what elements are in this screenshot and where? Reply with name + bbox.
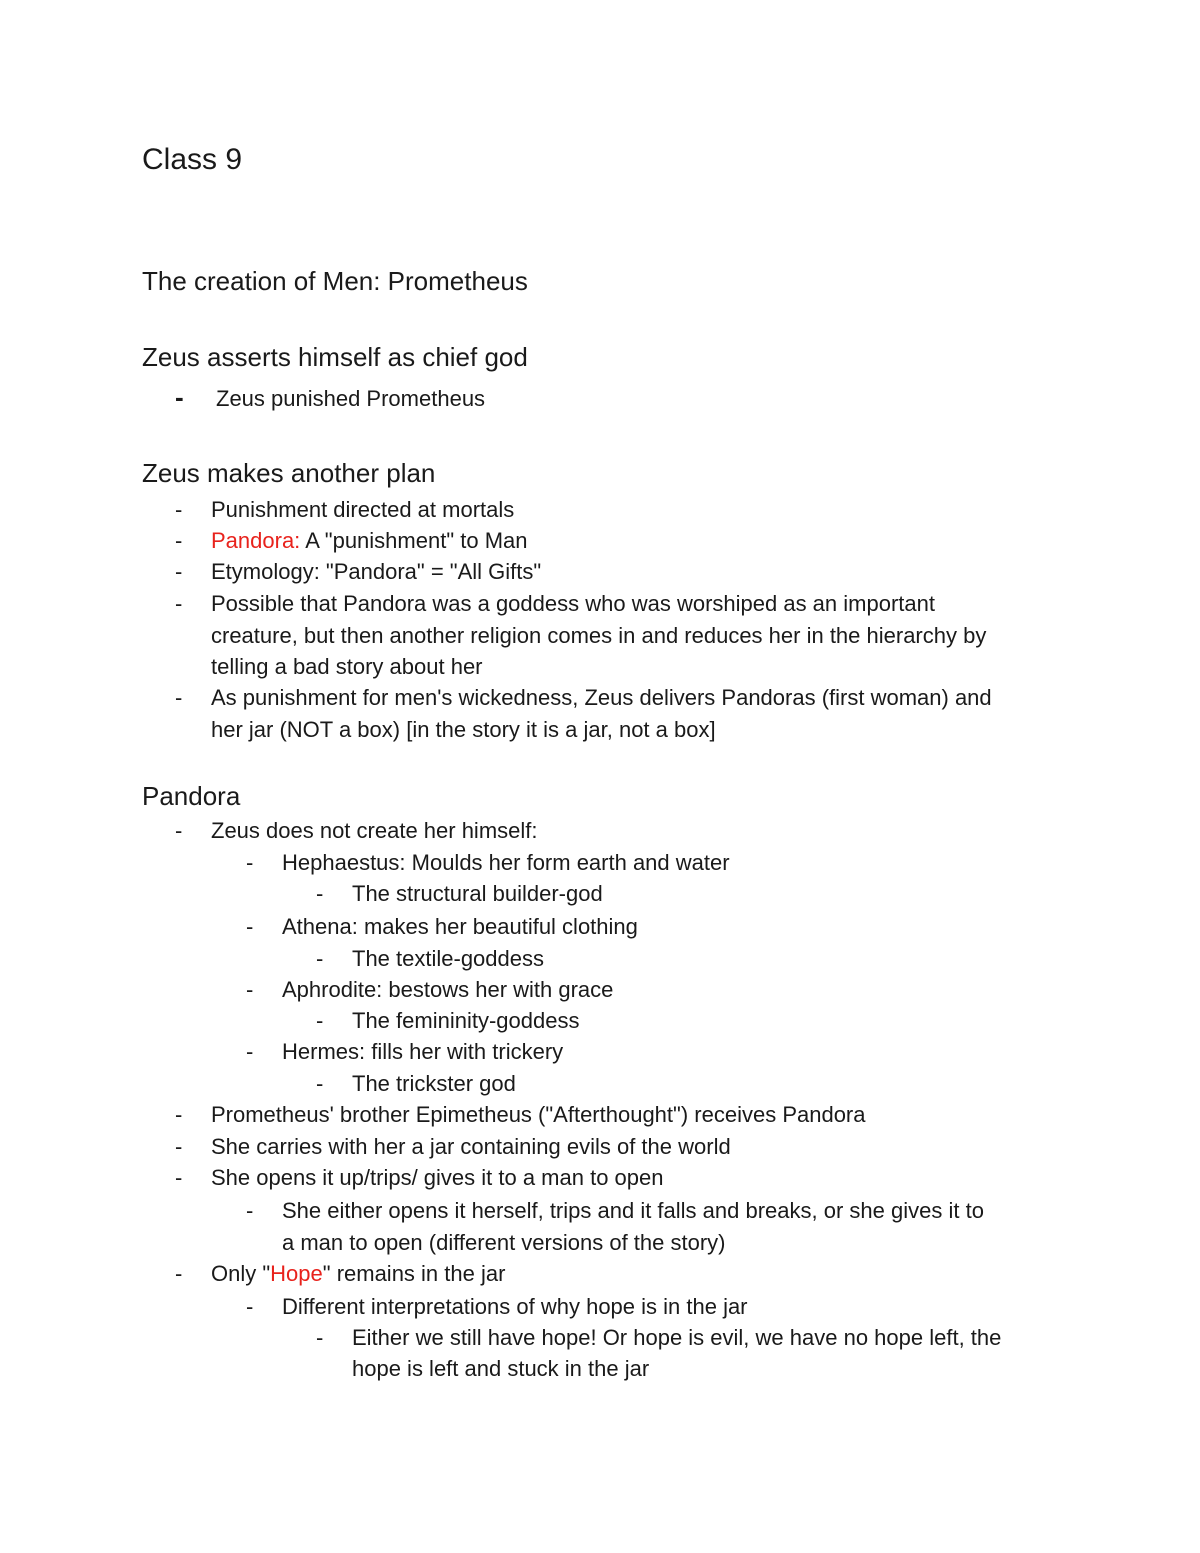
bullet-dash: -	[316, 881, 324, 906]
bullet-dash: -	[175, 1165, 183, 1190]
list-item-line: hope is left and stuck in the jar	[352, 1356, 650, 1381]
list-item-line: She either opens it herself, trips and it falls and breaks, or she gives it to	[282, 1198, 984, 1223]
highlight-pandora: Pandora:	[211, 528, 301, 553]
bullet-dash: -	[246, 977, 254, 1002]
bullet-dash: -	[246, 914, 254, 939]
section-heading-zeus-plan: Zeus makes another plan	[142, 458, 436, 488]
list-item-line: Either we still have hope! Or hope is evil, we have no hope left, the	[352, 1325, 1002, 1350]
bullet-dash: -	[175, 685, 183, 710]
list-item: Athena: makes her beautiful clothing	[282, 914, 638, 939]
list-item: Zeus punished Prometheus	[216, 386, 486, 411]
section-heading-pandora: Pandora	[142, 781, 241, 811]
list-item: Zeus does not create her himself:	[211, 818, 538, 843]
list-item-text: Only "	[211, 1261, 271, 1286]
bullet-dash: -	[316, 1325, 324, 1350]
bullet-dash: -	[175, 528, 183, 553]
list-item: Etymology: "Pandora" = "All Gifts"	[211, 559, 542, 584]
bullet-dash: -	[316, 946, 324, 971]
list-item: The structural builder-god	[352, 881, 603, 906]
list-item: Aphrodite: bestows her with grace	[282, 977, 614, 1002]
list-item	[211, 1261, 505, 1287]
bullet-dash: -	[246, 1039, 254, 1064]
bullet-dash: -	[175, 497, 183, 522]
list-item-line: creature, but then another religion comes in and reduces her in the hierarchy by	[211, 623, 987, 648]
list-item: The textile-goddess	[352, 946, 544, 971]
list-item: She carries with her a jar containing evils of the world	[211, 1134, 731, 1159]
bullet-dash: -	[175, 1261, 183, 1286]
bullet-dash: -	[316, 1071, 324, 1096]
bullet-dash: -	[175, 1134, 183, 1159]
list-item: Punishment directed at mortals	[211, 497, 515, 522]
list-item: Hermes: fills her with trickery	[282, 1039, 564, 1064]
page-title: Class 9	[142, 143, 243, 176]
bullet-dash: -	[175, 382, 184, 412]
section-heading-creation: The creation of Men: Prometheus	[142, 266, 528, 296]
list-item-line: her jar (NOT a box) [in the story it is a jar, not a box]	[211, 717, 716, 742]
list-item-text: A "punishment" to Man	[300, 528, 528, 553]
list-item: The trickster god	[352, 1071, 516, 1096]
list-item-line: As punishment for men's wickedness, Zeus delivers Pandoras (first woman) and	[211, 685, 992, 710]
list-item: The femininity-goddess	[352, 1008, 580, 1033]
list-item	[211, 528, 528, 554]
list-item-text: " remains in the jar	[322, 1261, 506, 1286]
bullet-dash: -	[246, 1294, 254, 1319]
section-heading-zeus-asserts: Zeus asserts himself as chief god	[142, 342, 528, 372]
highlight-hope: Hope	[270, 1261, 323, 1286]
bullet-dash: -	[246, 1198, 254, 1223]
list-item: She opens it up/trips/ gives it to a man to open	[211, 1165, 664, 1190]
bullet-dash: -	[175, 559, 183, 584]
list-item: Hephaestus: Moulds her form earth and water	[282, 850, 730, 875]
bullet-dash: -	[175, 1102, 183, 1127]
bullet-dash: -	[175, 591, 183, 616]
bullet-dash: -	[246, 850, 254, 875]
list-item: Different interpretations of why hope is in the jar	[282, 1294, 748, 1319]
list-item: Prometheus' brother Epimetheus ("Afterthought") receives Pandora	[211, 1102, 866, 1127]
bullet-dash: -	[316, 1008, 324, 1033]
list-item-line: telling a bad story about her	[211, 654, 483, 679]
list-item-line: a man to open (different versions of the story)	[282, 1230, 726, 1255]
list-item-line: Possible that Pandora was a goddess who was worshiped as an important	[211, 591, 935, 616]
bullet-dash: -	[175, 818, 183, 843]
